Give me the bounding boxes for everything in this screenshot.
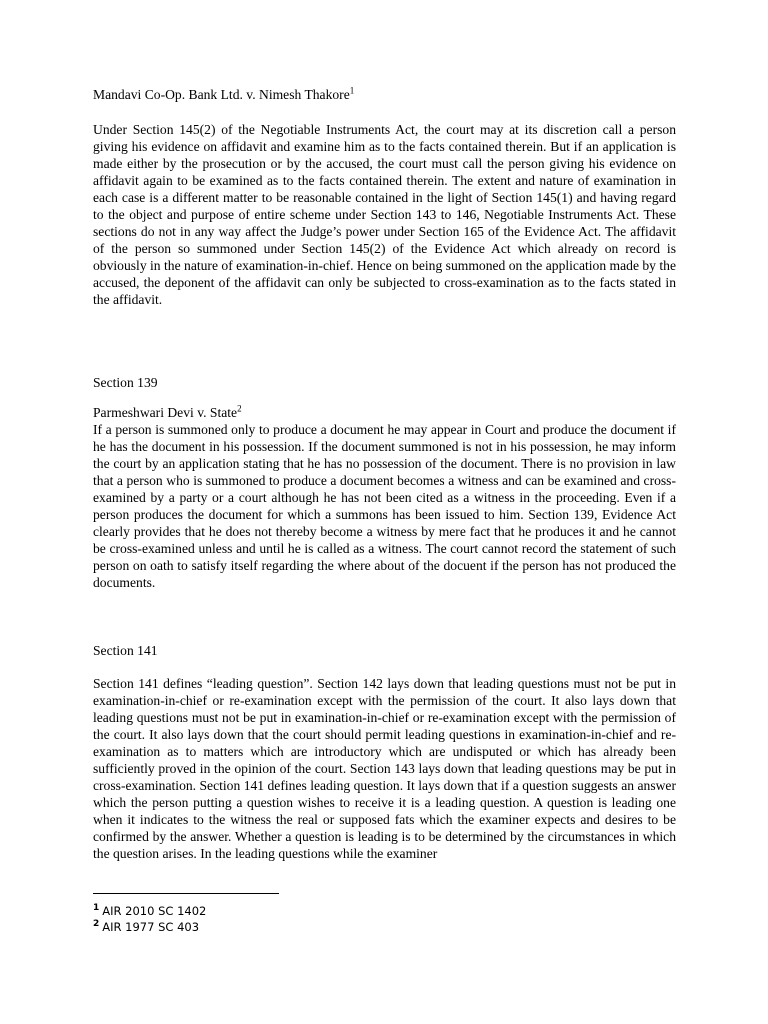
footnotes (93, 903, 206, 935)
section-139-heading: Section 139 (93, 375, 158, 390)
footnote-divider (93, 893, 279, 894)
footnote-text: AIR 2010 SC 1402 (102, 904, 207, 918)
footnote-2 (93, 919, 206, 935)
case-title-mandavi (93, 86, 676, 103)
paragraph-text: Under Section 145(2) of the Negotiable Instruments Act, the court may at its discretion call a person giving his evidence on affidavit and examine him as to the facts contained therein. But if an application is made either by the prosecution or by the accused, the court must call the person giving his evidence on affidavit again to be examined as to the facts contained therein. The extent and nature of examination in each case is a different matter to be reasonable contained in the light of Section 145(1) and having regard to the object and purpose of entire scheme under Section 143 to 146, Negotiable Instruments Act. These sections do not in any way affect the Judge’s power under Section 165 of the Evidence Act. The affidavit of the person so summoned under Section 145(2) of the Evidence Act which already on record is obviously in the nature of examination-in-chief. Hence on being summoned on the application made by the accused, the deponent of the affidavit can only be subjected to cross-examination as to the facts stated in the affidavit. (93, 122, 676, 307)
footnote-number: 1 (93, 903, 100, 914)
footnote-ref-1: 1 (349, 85, 355, 96)
footnote-ref-2: 2 (237, 403, 242, 414)
case-title-text: Parmeshwari Devi v. State (93, 405, 238, 420)
paragraph-section-139 (93, 421, 676, 591)
paragraph-text: If a person is summoned only to produce a document he may appear in Court and produce the document if he has the document in his possession. If the document summoned is not in his possession, he may inform the court by an application stating that he has no possession of the document. There is no provision in law that a person who is summoned to produce a document becomes a witness and can be examined and cross-examined by a party or a court although he has not been cited as a witness in the proceeding. Even if a person produces the document for which a summons has been issued to him. Section 139, Evidence Act clearly provides that he does not thereby become a witness by mere fact that he produces it and he cannot be cross-examined unless and until he is called as a witness. The court cannot record the statement of such person on oath to satisfy itself regarding the where about of the docuent if the person has not produced the documents. (93, 422, 676, 590)
footnote-text: AIR 1977 SC 403 (102, 920, 200, 934)
footnote-number: 2 (93, 919, 100, 930)
section-141-heading: Section 141 (93, 643, 158, 658)
footnote-1 (93, 903, 206, 919)
paragraph-section-141 (93, 675, 676, 862)
paragraph-section-145 (93, 121, 676, 308)
case-title-parmeshwari (93, 404, 676, 421)
case-title-text: Mandavi Co-Op. Bank Ltd. v. Nimesh Thakore (93, 87, 350, 102)
paragraph-text: Section 141 defines “leading question”. Section 142 lays down that leading questions must not be put in examination-in-chief or re-examination except with the permission of the court. It also lays down that leading questions must not be put in examination-in-chief or re-examination except with the permission of the court. It also lays down that the court should permit leading questions in examination-in-chief and re-examination as to matters which are introductory which are undisputed or which has already been sufficiently proved in the opinion of the court. Section 143 lays down that leading questions may be put in cross-examination. Section 141 defines leading question. It lays down that if a question suggests an answer which the person putting a question wishes to receive it is a leading question. A question is leading one when it indicates to the witness the real or supposed fats which the examiner expects and desires to be confirmed by the answer. Whether a question is leading is to be determined by the circumstances in which the question arises. In the leading questions while the examiner (93, 676, 676, 861)
